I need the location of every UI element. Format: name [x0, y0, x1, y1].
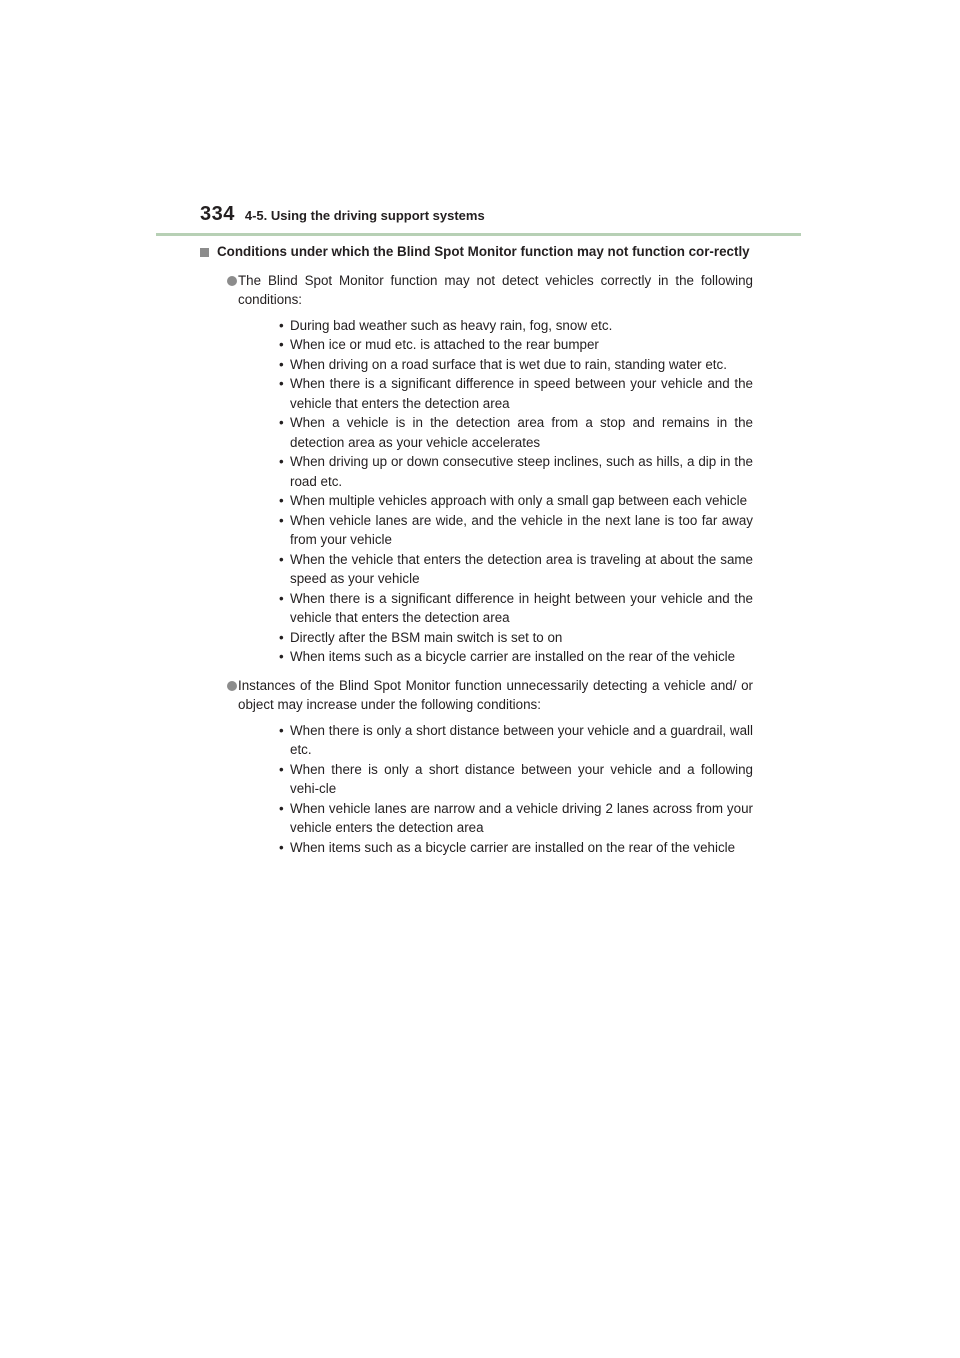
header-rule	[156, 233, 801, 236]
bullet-2-list	[238, 721, 753, 858]
list-item-text: When there is only a short distance between your vehicle and a guardrail, wall etc.	[290, 722, 753, 757]
page-header	[200, 203, 800, 235]
list-item-text: When ice or mud etc. is attached to the rear bumper	[290, 337, 599, 352]
list-marker: •	[279, 317, 284, 333]
bullet-2	[200, 676, 753, 858]
list-item-text: During bad weather such as heavy rain, fog, snow etc.	[290, 317, 613, 333]
list-item	[238, 491, 753, 511]
list-item	[238, 628, 753, 648]
list-item	[238, 799, 753, 838]
list-item	[238, 355, 753, 375]
list-item	[238, 316, 753, 336]
list-item	[238, 838, 753, 858]
bullet-2-text: Instances of the Blind Spot Monitor function unnecessarily detecting a vehicle and/ or object may increase under the following conditions:	[238, 677, 753, 712]
list-item-text: When driving on a road surface that is wet due to rain, standing water etc.	[290, 356, 727, 372]
list-item	[238, 452, 753, 491]
list-item	[238, 721, 753, 760]
list-item	[238, 647, 753, 667]
bullet-1	[200, 271, 753, 667]
list-item-text: When items such as a bicycle carrier are installed on the rear of the vehicle	[290, 839, 736, 855]
subheading	[200, 242, 753, 262]
list-item-text: Directly after the BSM main switch is set to on	[290, 629, 563, 645]
list-marker: •	[279, 722, 284, 738]
list-marker: •	[279, 376, 284, 391]
list-marker: •	[279, 590, 284, 606]
list-item-text: When there is a significant difference in speed between your vehicle and the vehicle that enters the detection area	[290, 376, 753, 411]
list-marker: •	[279, 800, 284, 816]
list-item-text: When items such as a bicycle carrier are installed on the rear of the vehicle	[290, 649, 736, 664]
list-item	[238, 511, 753, 550]
list-item-text: When driving up or down consecutive steep inclines, such as hills, a dip in the road etc.	[290, 454, 753, 489]
list-item-text: When a vehicle is in the detection area from a stop and remains in the detection area as your vehicle accelerates	[290, 415, 753, 450]
circle-bullet-icon	[227, 681, 237, 691]
list-marker: •	[279, 356, 284, 372]
list-marker: •	[279, 761, 284, 777]
list-item	[238, 413, 753, 452]
list-marker: •	[279, 629, 284, 645]
list-marker: •	[279, 415, 284, 430]
list-item-text: When the vehicle that enters the detection area is traveling at about the same speed as your vehicle	[290, 551, 753, 586]
list-item-text: When there is only a short distance between your vehicle and a following vehi-cle	[290, 761, 753, 796]
list-item-text: When there is a significant difference in height between your vehicle and the vehicle that enters the detection area	[290, 590, 753, 625]
list-item-text: When multiple vehicles approach with only a small gap between each vehicle	[290, 493, 748, 508]
list-marker: •	[279, 649, 284, 664]
page-content	[200, 242, 753, 857]
section-title: 4-5. Using the driving support systems	[244, 208, 485, 223]
list-item	[238, 589, 753, 628]
list-item-text: When vehicle lanes are narrow and a vehicle driving 2 lanes across from your vehicle enters the detection area	[290, 800, 753, 835]
circle-bullet-icon	[227, 276, 237, 286]
list-marker: •	[279, 512, 284, 528]
list-item-text: When vehicle lanes are wide, and the vehicle in the next lane is too far away from your vehicle	[290, 512, 753, 547]
subheading-text: Conditions under which the Blind Spot Monitor function may not function cor-rectly	[217, 244, 750, 259]
list-item	[238, 760, 753, 799]
bullet-1-text: The Blind Spot Monitor function may not detect vehicles correctly in the following conditions:	[238, 272, 753, 307]
list-item	[238, 335, 753, 355]
list-marker: •	[279, 839, 284, 855]
list-marker: •	[279, 493, 284, 508]
square-bullet-icon	[200, 248, 209, 257]
bullet-1-list	[238, 316, 753, 667]
list-marker: •	[279, 337, 284, 352]
list-marker: •	[279, 551, 284, 567]
list-item	[238, 374, 753, 413]
list-item	[238, 550, 753, 589]
list-marker: •	[279, 454, 284, 469]
page-number: 334	[200, 203, 235, 225]
